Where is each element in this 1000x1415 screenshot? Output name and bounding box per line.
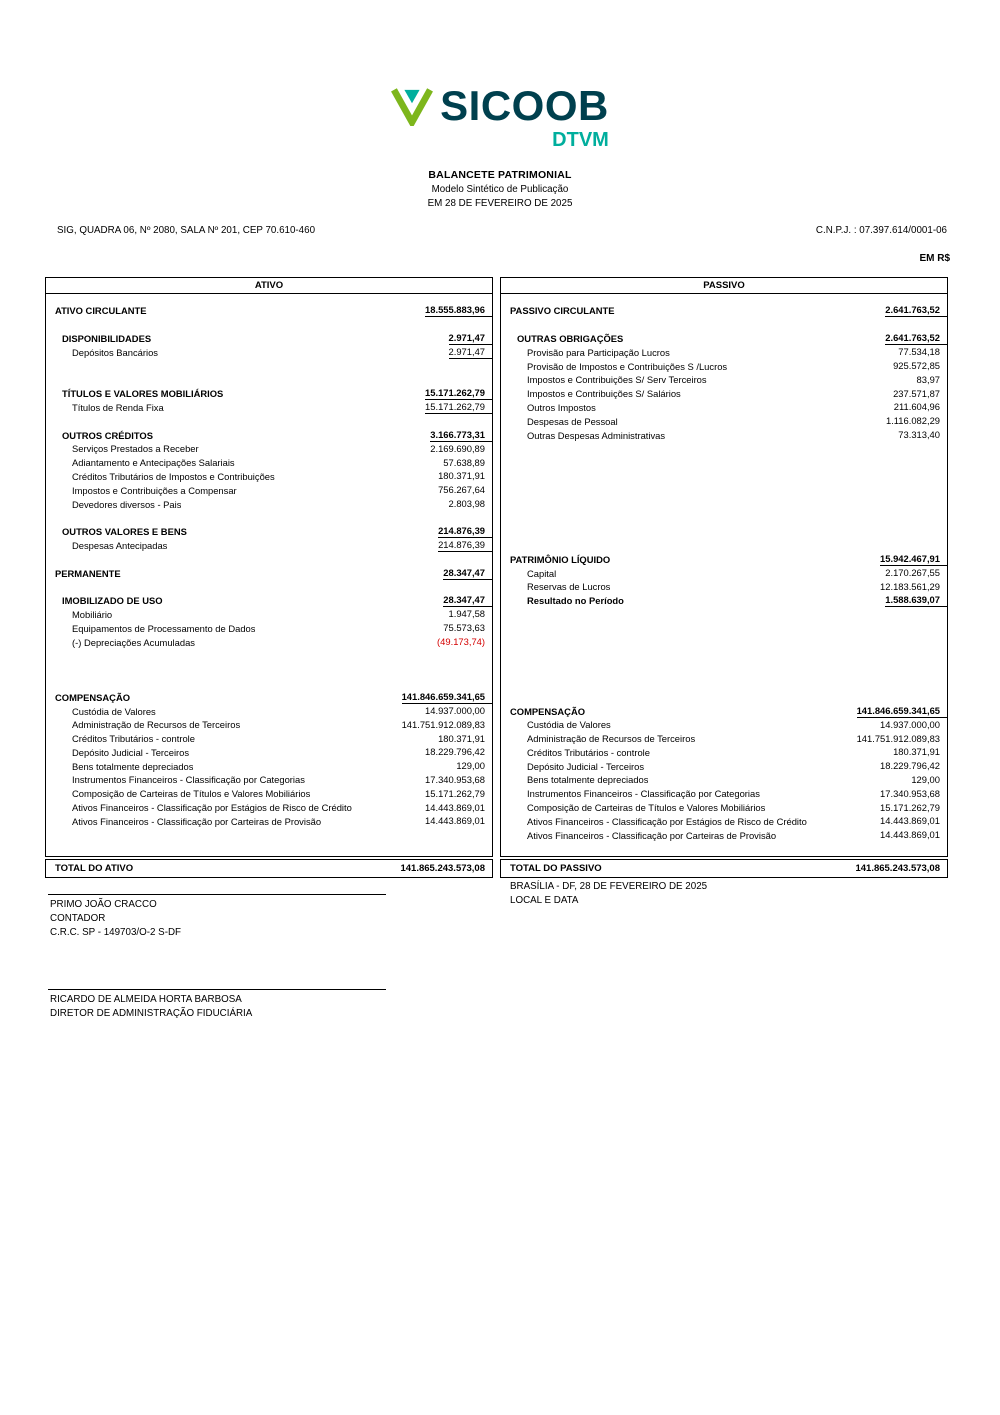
row-label: Depósito Judicial - Terceiros bbox=[527, 760, 645, 772]
local-date-label: LOCAL E DATA bbox=[510, 895, 579, 906]
row-label: Títulos de Renda Fixa bbox=[72, 401, 164, 413]
logo-row bbox=[391, 84, 609, 151]
document-subtitle: Modelo Sintético de Publicação bbox=[431, 184, 569, 195]
table-row-blank bbox=[501, 842, 947, 856]
table-row bbox=[46, 345, 492, 359]
table-row bbox=[46, 635, 492, 649]
table-row bbox=[501, 566, 947, 580]
signature1-name: PRIMO JOÃO CRACCO bbox=[50, 899, 157, 910]
ativo-column bbox=[45, 277, 493, 857]
table-row-blank bbox=[46, 828, 492, 842]
row-label: Provisão para Participação Lucros bbox=[527, 346, 670, 358]
table-row bbox=[46, 732, 492, 746]
row-label: COMPENSAÇÃO bbox=[510, 705, 586, 717]
row-label: Impostos e Contribuições S/ Serv Terceiros bbox=[527, 374, 707, 386]
row-value: 2.641.763,52 bbox=[885, 332, 947, 345]
logo-brand-text: SICOOB bbox=[440, 82, 609, 129]
row-value: 214.876,39 bbox=[438, 525, 492, 538]
row-label: OUTROS VALORES E BENS bbox=[62, 526, 187, 538]
row-label: Mobiliário bbox=[72, 608, 113, 620]
table-row-blank bbox=[501, 456, 947, 470]
signature2-name: RICARDO DE ALMEIDA HORTA BARBOSA bbox=[50, 994, 242, 1005]
table-row bbox=[501, 401, 947, 415]
document-date: EM 28 DE FEVEREIRO DE 2025 bbox=[427, 198, 573, 209]
row-value: 180.371,91 bbox=[438, 470, 485, 482]
row-label: Impostos e Contribuições S/ Salários bbox=[527, 388, 681, 400]
row-value: 18.555.883,96 bbox=[425, 304, 492, 317]
row-label: Custódia de Valores bbox=[72, 705, 156, 717]
row-value: 141.846.659.341,65 bbox=[402, 691, 492, 704]
row-label: Créditos Tributários - controle bbox=[72, 733, 195, 745]
row-value: 2.170.267,55 bbox=[885, 567, 940, 579]
document-title: BALANCETE PATRIMONIAL bbox=[428, 169, 572, 181]
table-row bbox=[46, 497, 492, 511]
table-row-blank bbox=[501, 483, 947, 497]
row-label: Adiantamento e Antecipações Salariais bbox=[72, 457, 235, 469]
table-row-blank bbox=[501, 318, 947, 332]
row-label: IMOBILIZADO DE USO bbox=[62, 595, 163, 607]
row-label: COMPENSAÇÃO bbox=[55, 691, 131, 703]
row-label: Outras Despesas Administrativas bbox=[527, 429, 666, 441]
row-value: 75.573,63 bbox=[443, 622, 485, 634]
table-row-blank bbox=[501, 497, 947, 511]
row-value: 14.443.869,01 bbox=[880, 815, 940, 827]
table-row bbox=[501, 814, 947, 828]
row-label: PASSIVO CIRCULANTE bbox=[510, 305, 615, 317]
table-row-blank bbox=[501, 635, 947, 649]
row-value: 83,97 bbox=[916, 373, 940, 385]
row-value: 2.169.690,89 bbox=[430, 442, 485, 454]
row-value: 73.313,40 bbox=[898, 429, 940, 441]
row-value: 15.171.262,79 bbox=[425, 387, 492, 400]
table-row-blank bbox=[501, 621, 947, 635]
table-row bbox=[46, 539, 492, 553]
ativo-column-header: ATIVO bbox=[46, 278, 492, 294]
row-value: 2.971,47 bbox=[449, 346, 493, 359]
total-ativo-value: 141.865.243.573,08 bbox=[400, 862, 485, 874]
row-value: 2.641.763,52 bbox=[885, 304, 947, 317]
table-row bbox=[501, 414, 947, 428]
row-label: Depósito Judicial - Terceiros bbox=[72, 746, 190, 758]
table-row bbox=[46, 814, 492, 828]
total-passivo bbox=[500, 859, 948, 878]
row-label: Ativos Financeiros - Classificação por Estágios de Risco de Crédito bbox=[72, 802, 352, 814]
row-value: 77.534,18 bbox=[898, 346, 940, 358]
table-row-blank bbox=[46, 511, 492, 525]
table-row bbox=[46, 401, 492, 415]
total-ativo bbox=[45, 859, 493, 878]
table-row bbox=[501, 359, 947, 373]
table-row-blank bbox=[501, 511, 947, 525]
table-row-blank bbox=[501, 442, 947, 456]
row-label: Administração de Recursos de Terceiros bbox=[527, 733, 696, 745]
table-row-blank bbox=[501, 649, 947, 663]
signature-line-2 bbox=[48, 989, 386, 990]
table-row bbox=[501, 373, 947, 387]
table-row bbox=[501, 773, 947, 787]
row-value: (49.173,74) bbox=[437, 636, 485, 648]
table-row bbox=[46, 470, 492, 484]
table-row bbox=[46, 304, 492, 318]
currency-label: EM R$ bbox=[919, 253, 950, 264]
row-label: Despesas Antecipadas bbox=[72, 539, 168, 551]
table-row bbox=[501, 746, 947, 760]
row-label: OUTROS CRÉDITOS bbox=[62, 429, 153, 441]
passivo-column-header: PASSIVO bbox=[501, 278, 947, 294]
table-row-blank bbox=[46, 373, 492, 387]
row-label: Serviços Prestados a Receber bbox=[72, 443, 199, 455]
table-columns bbox=[45, 277, 948, 857]
table-row bbox=[501, 759, 947, 773]
row-label: PERMANENTE bbox=[55, 567, 121, 579]
table-row-blank bbox=[46, 580, 492, 594]
row-value: 1.116.082,29 bbox=[885, 415, 940, 427]
logo-text-stack bbox=[440, 84, 609, 151]
table-row-blank bbox=[46, 649, 492, 663]
row-value: 15.171.262,79 bbox=[425, 787, 485, 799]
table-row bbox=[501, 387, 947, 401]
table-row-blank bbox=[501, 663, 947, 677]
row-label: OUTRAS OBRIGAÇÕES bbox=[517, 332, 624, 344]
total-ativo-label: TOTAL DO ATIVO bbox=[55, 862, 134, 874]
row-value: 129,00 bbox=[456, 760, 485, 772]
row-value: 15.942.467,91 bbox=[880, 553, 947, 566]
table-row bbox=[46, 566, 492, 580]
table-row bbox=[46, 621, 492, 635]
ativo-body bbox=[46, 294, 492, 842]
table-row bbox=[501, 704, 947, 718]
table-row-blank bbox=[501, 608, 947, 622]
row-label: Impostos e Contribuições a Compensar bbox=[72, 484, 237, 496]
table-row bbox=[46, 428, 492, 442]
row-label: Instrumentos Financeiros - Classificação por Categorias bbox=[527, 788, 760, 800]
table-row bbox=[46, 787, 492, 801]
row-label: Composição de Carteiras de Títulos e Valores Mobiliários bbox=[72, 788, 311, 800]
table-row bbox=[501, 828, 947, 842]
row-value: 180.371,91 bbox=[893, 746, 940, 758]
table-row bbox=[501, 787, 947, 801]
row-label: Provisão de Impostos e Contribuições S /Lucros bbox=[527, 360, 728, 372]
row-value: 18.229.796,42 bbox=[425, 746, 485, 758]
table-row bbox=[501, 552, 947, 566]
totals-row bbox=[45, 859, 948, 878]
signature1-registration: C.R.C. SP - 149703/O-2 S-DF bbox=[50, 927, 182, 938]
row-label: Composição de Carteiras de Títulos e Valores Mobiliários bbox=[527, 802, 766, 814]
row-value: 211.604,96 bbox=[893, 401, 940, 413]
logo-sub-text: DTVM bbox=[552, 129, 609, 151]
row-value: 180.371,91 bbox=[438, 732, 485, 744]
table-row bbox=[501, 732, 947, 746]
table-row bbox=[501, 428, 947, 442]
row-value: 14.443.869,01 bbox=[425, 801, 485, 813]
table-row-blank bbox=[501, 677, 947, 691]
row-label: Créditos Tributários de Impostos e Contribuições bbox=[72, 470, 275, 482]
row-value: 15.171.262,79 bbox=[880, 801, 940, 813]
table-row bbox=[46, 801, 492, 815]
row-label: TÍTULOS E VALORES MOBILIÁRIOS bbox=[62, 388, 224, 400]
row-label: PATRIMÔNIO LÍQUIDO bbox=[510, 553, 611, 565]
row-value: 1.947,58 bbox=[448, 608, 485, 620]
table-row-blank bbox=[46, 677, 492, 691]
row-label: Administração de Recursos de Terceiros bbox=[72, 719, 241, 731]
table-row bbox=[46, 594, 492, 608]
table-row bbox=[46, 387, 492, 401]
row-value: 15.171.262,79 bbox=[425, 401, 492, 414]
row-value: 237.571,87 bbox=[893, 387, 940, 399]
table-row bbox=[46, 442, 492, 456]
row-value: 3.166.773,31 bbox=[430, 429, 492, 442]
row-value: 2.971,47 bbox=[449, 332, 493, 345]
table-row bbox=[46, 704, 492, 718]
table-row-blank bbox=[501, 470, 947, 484]
row-value: 17.340.953,68 bbox=[425, 773, 485, 785]
row-label: ATIVO CIRCULANTE bbox=[55, 305, 147, 317]
signature2-role: DIRETOR DE ADMINISTRAÇÃO FIDUCIÁRIA bbox=[50, 1008, 253, 1019]
row-value: 14.443.869,01 bbox=[880, 829, 940, 841]
logo bbox=[0, 84, 1000, 151]
table-row-blank bbox=[501, 690, 947, 704]
table-row bbox=[501, 332, 947, 346]
passivo-column bbox=[500, 277, 948, 857]
row-value: 57.638,89 bbox=[443, 456, 485, 468]
row-label: Bens totalmente depreciados bbox=[72, 760, 194, 772]
local-date-line: BRASÍLIA - DF, 28 DE FEVEREIRO DE 2025 bbox=[510, 881, 708, 892]
row-value: 14.937.000,00 bbox=[425, 705, 485, 716]
table-row bbox=[501, 345, 947, 359]
table-row-blank bbox=[46, 552, 492, 566]
passivo-body bbox=[501, 294, 947, 856]
row-value: 28.347,47 bbox=[443, 567, 492, 580]
signature-line-1 bbox=[48, 894, 386, 895]
table-row bbox=[501, 801, 947, 815]
row-label: Ativos Financeiros - Classificação por Carteiras de Provisão bbox=[72, 815, 322, 827]
table-row bbox=[46, 456, 492, 470]
row-value: 129,00 bbox=[911, 773, 940, 785]
table-row-blank bbox=[46, 663, 492, 677]
title-block bbox=[0, 169, 1000, 209]
row-value: 141.751.912.089,83 bbox=[856, 732, 940, 744]
table-row bbox=[46, 483, 492, 497]
table-row bbox=[46, 773, 492, 787]
row-label: Instrumentos Financeiros - Classificação por Categorias bbox=[72, 774, 305, 786]
row-label: Devedores diversos - Pais bbox=[72, 498, 182, 510]
row-value: 756.267,64 bbox=[438, 484, 485, 496]
row-label: Reservas de Lucros bbox=[527, 581, 611, 593]
row-value: 14.443.869,01 bbox=[425, 815, 485, 827]
row-value: 18.229.796,42 bbox=[880, 760, 940, 772]
table-row bbox=[46, 690, 492, 704]
row-label: Bens totalmente depreciados bbox=[527, 774, 649, 786]
row-value: 925.572,85 bbox=[893, 360, 940, 372]
sicoob-logo-icon bbox=[391, 84, 433, 126]
table-row bbox=[46, 332, 492, 346]
table-row bbox=[46, 608, 492, 622]
table-row bbox=[501, 594, 947, 608]
row-label: Custódia de Valores bbox=[527, 719, 611, 731]
row-label: Depósitos Bancários bbox=[72, 346, 158, 358]
row-label: Equipamentos de Processamento de Dados bbox=[72, 622, 256, 634]
row-value: 2.803,98 bbox=[448, 498, 485, 510]
table-row bbox=[501, 580, 947, 594]
row-value: 12.183.561,29 bbox=[880, 580, 940, 592]
table-row-blank bbox=[46, 359, 492, 373]
row-label: Ativos Financeiros - Classificação por Estágios de Risco de Crédito bbox=[527, 815, 807, 827]
balance-table bbox=[45, 277, 948, 878]
row-label: Ativos Financeiros - Classificação por Carteiras de Provisão bbox=[527, 829, 777, 841]
table-row bbox=[46, 746, 492, 760]
row-label: Créditos Tributários - controle bbox=[527, 746, 650, 758]
company-cnpj: C.N.P.J. : 07.397.614/0001-06 bbox=[815, 225, 947, 236]
row-value: 141.751.912.089,83 bbox=[401, 718, 485, 730]
table-row-blank bbox=[501, 525, 947, 539]
row-value: 214.876,39 bbox=[438, 539, 492, 552]
total-passivo-label: TOTAL DO PASSIVO bbox=[510, 862, 602, 874]
row-label: DISPONIBILIDADES bbox=[62, 332, 152, 344]
row-label: Resultado no Período bbox=[527, 595, 624, 607]
row-label: Outros Impostos bbox=[527, 401, 596, 413]
row-value: 14.937.000,00 bbox=[880, 718, 940, 730]
table-row bbox=[46, 525, 492, 539]
table-row-blank bbox=[46, 414, 492, 428]
signature1-role: CONTADOR bbox=[50, 913, 106, 924]
company-address: SIG, QUADRA 06, Nº 2080, SALA Nº 201, CEP 70.610-460 bbox=[57, 225, 316, 236]
row-value: 141.846.659.341,65 bbox=[857, 705, 947, 718]
row-value: 28.347,47 bbox=[443, 594, 492, 607]
table-row bbox=[46, 718, 492, 732]
total-passivo-value: 141.865.243.573,08 bbox=[855, 862, 940, 874]
row-value: 17.340.953,68 bbox=[880, 787, 940, 799]
row-label: Capital bbox=[527, 567, 557, 579]
row-label: Despesas de Pessoal bbox=[527, 415, 618, 427]
table-row bbox=[46, 759, 492, 773]
table-row-blank bbox=[46, 318, 492, 332]
table-row-blank bbox=[501, 539, 947, 553]
row-value: 1.588.639,07 bbox=[885, 594, 947, 607]
table-row bbox=[501, 718, 947, 732]
row-label: (-) Depreciações Acumuladas bbox=[72, 636, 195, 648]
table-row bbox=[501, 304, 947, 318]
